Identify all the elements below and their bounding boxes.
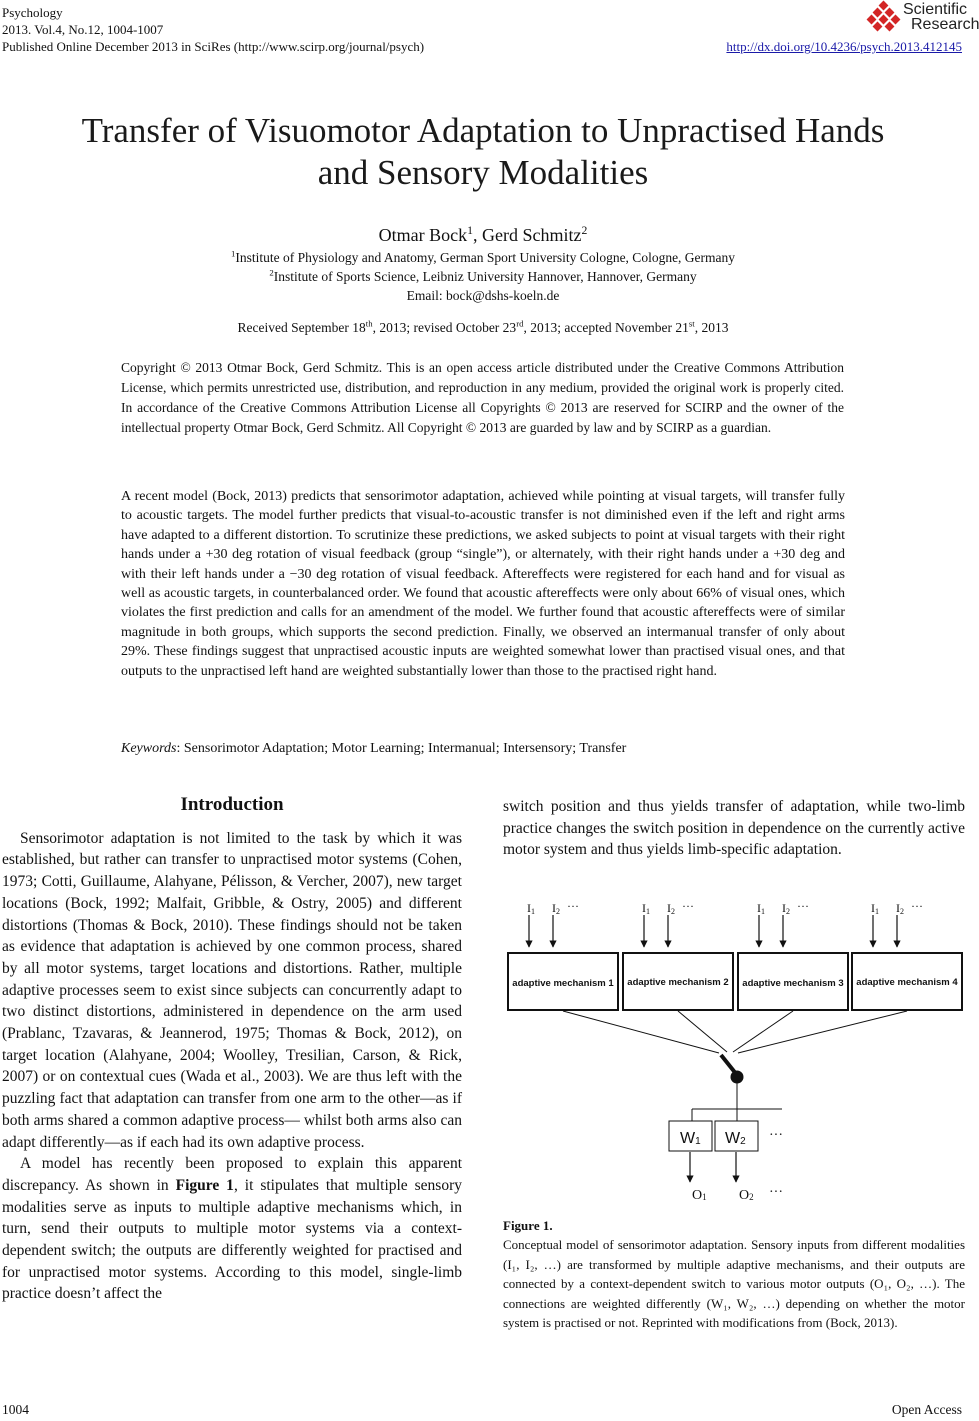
logo-text-line2: Research (911, 16, 979, 33)
figure-caption-text: Conceptual model of sensorimotor adaptation. Sensory inputs from different modalities (I₁, I₂, …) are transformed by multiple adaptive mechanisms, and their outputs are connected by a context-dependent switch to various motor outputs (O₁, O₂, …). The connections are weighted differently (W₁, W₂, …) depending on whether the motor system is practised or not. Reprinted with modifications from (Bock, 2013). (503, 1237, 965, 1331)
input-ellipsis-m1: ··· (567, 899, 579, 913)
received-part-4: , 2013 (694, 320, 729, 335)
weight-ellipsis: ··· (769, 1128, 783, 1143)
affiliation-1-text: Institute of Physiology and Anatomy, German Sport University Cologne, Cologne, Germany (235, 250, 736, 265)
doi-link[interactable]: http://dx.doi.org/10.4236/psych.2013.412145 (726, 39, 962, 54)
received-dates (0, 320, 966, 336)
figure-1-diagram (503, 895, 965, 1210)
page-number: 1004 (2, 1402, 29, 1417)
input-label-m1-i2: I2 (552, 901, 560, 916)
received-part-2: , 2013; revised October 23 (372, 320, 517, 335)
output-label-o1: O1 (692, 1188, 707, 1203)
input-label-m4-i1: I1 (871, 901, 879, 916)
input-ellipsis-m3: ··· (797, 899, 809, 913)
title-line-1: Transfer of Visuomotor Adaptation to Unpractised Hands (81, 111, 885, 150)
adaptive-mechanism-1-label: adaptive mechanism 1 (512, 978, 614, 989)
logo-mark-icon (866, 2, 902, 32)
output-label-o2: O2 (739, 1188, 754, 1203)
figure-1-reference[interactable]: Figure 1 (175, 1176, 234, 1194)
open-access-label: Open Access (891, 1402, 962, 1417)
input-ellipsis-m4: ··· (911, 899, 923, 913)
received-part-3: , 2013; accepted November 21 (523, 320, 689, 335)
input-label-m2-i2: I2 (667, 901, 675, 916)
intro-paragraph-1: Sensorimotor adaptation is not limited to the task by which it was established, but rather can transfer to unpractised motor systems (Cohen, 1973; Cotti, Guillaume, Alahyane, Pélisson, & Vercher, 2007), new target locations (Bock, 1992; Malfait, Gribble, & Ostry, 2005) and different distortions (Thomas & Bock, 2010). These findings should not be taken as evidence that adaptation is achieved by one common process, shared by all motor systems, target locations and distortions. Rather, multiple adaptive processes seem to exist since subjects can concurrently adapt to two distinct distortions, administered in dependence on the arm used (Prablanc, Tzavaras, & Jeannerod, 1975; Thomas & Bock, 2012), on target location (Alahyane, 2004; Woolley, Tresilian, Carson, & Rick, 2007) or on contextual cues (Wada et al., 2003). We are thus left with the puzzling fact that adaptation can transfer from one arm to the other—as if both arms shared a common adaptive process— whilst both arms also can adapt differently—as if each had its own adaptive process. (2, 829, 462, 1151)
journal-name: Psychology (2, 5, 63, 20)
weight-label-w2: W2 (725, 1130, 746, 1147)
logo-text-line1: Scientific (903, 1, 968, 18)
adaptive-mechanism-4-label: adaptive mechanism 4 (856, 977, 958, 988)
publisher-logo (866, 0, 979, 36)
doi-container (726, 38, 962, 55)
left-column (2, 794, 462, 1305)
affiliation-1 (0, 248, 966, 268)
output-ellipsis: ··· (769, 1185, 783, 1200)
received-part-1: Received September 18 (237, 320, 366, 335)
received-sup-2: rd (516, 318, 524, 329)
adaptive-mechanism-2-label: adaptive mechanism 2 (627, 977, 729, 988)
affiliation-2-text: Institute of Sports Science, Leibniz University Hannover, Hannover, Germany (273, 269, 697, 284)
input-label-m4-i2: I2 (896, 901, 904, 916)
keywords-text: : Sensorimotor Adaptation; Motor Learning; Intermanual; Intersensory; Transfer (176, 741, 627, 756)
affiliation-2 (0, 267, 966, 287)
copyright-notice: Copyright © 2013 Otmar Bock, Gerd Schmitz. This is an open access article distributed under the Creative Commons Attribution License, which permits unrestricted use, distribution, and reproduction in any medium, provided the original work is properly cited. In accordance of the Creative Commons Attribution License all Copyrights © 2013 are reserved for SCIRP and the owner of the intellectual property Otmar Bock, Gerd Schmitz. All Copyright © 2013 are guarded by law and by SCIRP as a guardian. (121, 360, 844, 435)
author-2: Gerd Schmitz (482, 225, 582, 245)
adaptive-mechanism-3-label: adaptive mechanism 3 (742, 978, 844, 989)
figure-1-caption (503, 1216, 965, 1332)
input-label-m1-i1: I1 (527, 901, 535, 916)
author-1: Otmar Bock (378, 225, 468, 245)
author-email: Email: bock@dshs-koeln.de (406, 288, 560, 303)
running-header (2, 4, 424, 55)
section-heading-introduction: Introduction (180, 794, 284, 815)
author-1-sup: 1 (467, 224, 473, 237)
weight-label-w1: W1 (680, 1130, 701, 1147)
figure-caption-label: Figure 1. (503, 1218, 553, 1233)
title-line-2: and Sensory Modalities (317, 153, 649, 192)
input-ellipsis-m2: ··· (682, 899, 694, 913)
article-title (0, 110, 966, 194)
intro-paragraph-2-a: A model has recently been proposed to explain this apparent discrepancy. As shown in (2, 1155, 462, 1194)
received-sup-3: st (688, 318, 695, 329)
intro-paragraph-2 (2, 1153, 462, 1305)
right-column (503, 796, 965, 861)
intro-paragraph-2-b: , it stipulates that multiple sensory modalities serve as inputs to multiple adaptive mechanisms which, in turn, send their outputs to multiple motor systems via a context-dependent switch; the outputs are differently weighted for practised and for unpractised motor systems. According to this model, single-limb practice doesn’t affect the (2, 1176, 462, 1303)
input-label-m2-i1: I1 (642, 901, 650, 916)
affiliation-1-sup: 1 (230, 248, 236, 259)
published-info: Published Online December 2013 in SciRes (http://www.scirp.org/journal/psych) (2, 39, 425, 54)
received-sup-1: th (365, 318, 373, 329)
author-separator: , (473, 225, 482, 245)
intro-paragraph-3: switch position and thus yields transfer of adaptation, while two-limb practice changes the switch position in dependence on the currently active motor system and thus yields limb-specific adaptation. (503, 798, 965, 859)
input-label-m3-i2: I2 (782, 901, 790, 916)
abstract: A recent model (Bock, 2013) predicts that sensorimotor adaptation, achieved while pointing at visual targets, will transfer fully to acoustic targets. The model further predicts that visual-to-acoustic transfer is not diminished even if the left and right arms have adapted to a different distortion. To scrutinize these predictions, we asked subjects to point at visual targets with their right hands under a +30 deg rotation of visual feedback (group “single”), or alternately, with their right hands under a +30 deg and with their left hands under a −30 deg rotation of visual feedback. Aftereffects were registered for each hand and for visual as well as acoustic targets, in counterbalanced order. We found that acoustic aftereffects were only about 66% of visual ones, which violates the first prediction and calls for an amendment of the model. We further found that acoustic aftereffects were of similar magnitude in both groups, which supports the second prediction. Finally, we observed an intermanual transfer of only about 29%. These findings suggest that unpractised acoustic inputs are weighted somewhat lower than practised visual ones, and that outputs to the unpractised left hand are weighted substantially lower than those to the practised right hand. (121, 489, 845, 679)
keywords-label: Keywords (121, 741, 177, 756)
mechanism-output-lines (563, 1011, 907, 1053)
keywords (121, 741, 626, 757)
author-2-sup: 2 (581, 224, 588, 237)
context-switch-pivot (731, 1071, 744, 1084)
volume-info: 2013. Vol.4, No.12, 1004-1007 (2, 22, 164, 37)
input-label-m3-i1: I1 (757, 901, 765, 916)
affiliation-2-sup: 2 (269, 267, 274, 278)
authors (0, 225, 966, 246)
input-arrows (529, 915, 897, 947)
